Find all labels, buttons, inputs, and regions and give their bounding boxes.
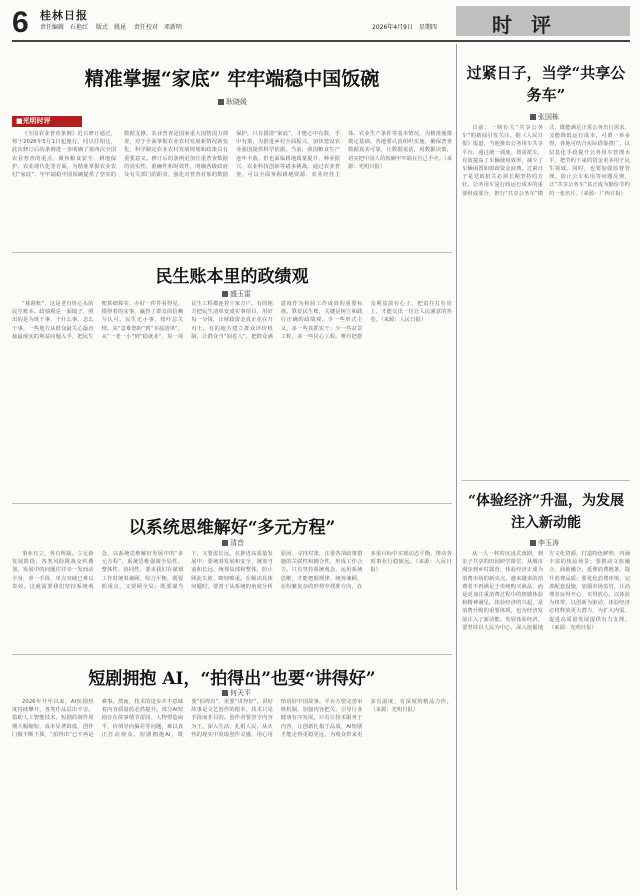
column-tag: ■光明时评	[12, 116, 82, 127]
article-divider	[12, 654, 452, 655]
article-5-body	[462, 124, 630, 476]
article-3-body	[12, 550, 452, 644]
article-2-text: “暮暮账”，这是老百姓心头的民生账本。政绩观是一面镜子，照出的是为谁干事、干什么事、怎么干事。一些地方从群众最关心最直接最现实的利益问题入手，把民生账算细算实，办好一件件看得见、摸得着的实事，赢得了群众的信赖与认可。民生无小事，枝叶总关情。从“急难愁盼”到“幸福清单”，从“一老一小”到“稳就业”，每一项民生工程都连着千家万户。有的地方把民生清单变成实事项目，用好每一分钱，让财政资金真正花在刀刃上。有的地方建立群众评价机制，让群众当“阅卷人”，把群众满意度作为检验工作成效的重要标准。算好民生账，关键是树立和践行正确的政绩观。少一些形式主义，多一些真抓实干；少一些盆景工程，多一些民心工程。唯有把群众利益放在心上，把责任扛在肩上，才能交出一份让人民满意的答卷。（来源：人民日报）	[12, 301, 452, 340]
article-4-text: 2026年开年以来，AI短剧热度持续攀升，各类作品层出不穷。借助人工智能技术，短剧的制作周期大幅缩短、成本显著降低，创作门槛不断下探，“拍得出”已不再是难事。然而，技术的进步并不意味着内容质量的必然提升。部分AI短剧存在故事情节雷同、人物塑造扁平、价值导向偏差等问题，难以真正打动观众。短剧拥抱AI，既要“拍得出”，更要“讲得好”。讲好故事是文艺创作的根本，技术只是手段而非目的。创作者要坚守内容为王，深入生活、扎根人民，从火热的现实中汲取创作灵感，用心用情讲好中国故事。平台方要完善审核机制，加强内容把关，引导行业健康有序发展。只有让技术服务于内容，让创新扎根于品质，AI短剧才能走得更稳更远，为观众带来更多有温度、有深度的精品力作。（来源：光明日报）	[12, 699, 452, 738]
article-divider	[12, 252, 452, 253]
article-divider	[462, 480, 630, 481]
staff-proofreader: 责任校对 邓新明	[133, 24, 182, 31]
staff-credits	[40, 22, 188, 31]
article-1-text: 《全国农业普查条例》近日修订通过，将于2026年5月1日起施行。同以往相比，此次修订后的条例进一步明确了第四次全国农业普查的重点，聚焦粮食安全、耕地保护、农业现代化等方面，为精准掌握农业农村“家底”、牢牢端稳中国饭碗提供了坚实的数据支撑。农业普查是国家重大国情国力调查，对于全面掌握农业农村发展新情况新变化、科学制定农业农村发展规划和政策具有重要意义。修订后的条例更加注重普查数据的真实性、准确性和时效性，明确各级政府及有关部门的职责，强化对普查对象的数据保护。只有摸清“家底”，才能心中有数、手中有策，为推进乡村全面振兴、加快建设农业强国提供科学依据。当前，我国粮食生产连年丰收，但也面临耕地质量提升、种业振兴、农业科技创新等诸多挑战。通过农业普查，可以全面掌握耕地资源、农业经营主体、农业生产条件等基本情况，为精准施策奠定基础。各地要认真组织实施，确保普查数据真实可靠，让数据说话，用数据决策，切实把中国人的饭碗牢牢端在自己手中。（来源：光明日报）	[12, 131, 452, 179]
article-3-text: 事业有立，各有所缺。立足新发展阶段，各类风险挑战交织叠加，发展中的问题往往牵一发而动全身，单一手段、单点突破已难以奏效。这就需要我们坚持系统观念，以系统思维解好发展中的“多元方程”。系统思维强调全局性、整体性、协同性，要求我们在谋划工作时统筹兼顾、综合平衡，既要抓重点，又要顾全局；既要谋当下，又要虑长远。在推进高质量发展中，要统筹发展和安全、统筹当前和长远、统筹局部和整体，防止顾此失彼、畸轻畸重。在解决具体问题时，要善于从系统的角度分析原因、寻找对策，注重各项政策措施的关联性和耦合性，形成工作合力。只有坚持系统观念，运用系统思维，才能把握规律、统筹兼顾，在纷繁复杂的形势中找准方向，在多重目标中实现动态平衡，推动各项事业行稳致远。（来源：人民日报）	[12, 551, 452, 590]
article-4-headline: 短剧拥抱 AI，“拍得出”也要“讲得好”	[88, 669, 376, 689]
article-divider	[12, 503, 452, 504]
page-number: 6	[12, 6, 29, 39]
article-6-text: 从一人一杯的沉浸式戏剧，到亲子共享的田园研学课堂，从城市漫步到乡村露营，体验经济正成为消费市场的新亮点。越来越多的消费者不再满足于单纯购买商品，而是更加注重消费过程中的情感体验和精神满足。体验经济的兴起，是消费升级的重要体现，也为经济发展注入了新动能。发展体验经济，要坚持以人民为中心，深入挖掘地方文化资源，打造特色鲜明、内涵丰富的体验场景；要推动文旅融合、商旅融合，延伸消费链条，提升消费品质；要优化消费环境，完善配套设施，加强市场监管，让消费者玩得开心、买得放心。以体验为纽带，以创新为驱动，体验经济必将释放更大潜力，为扩大内需、促进高质量发展提供有力支撑。（来源：光明日报）	[462, 551, 630, 631]
article-1-byline: 耿晓媛	[218, 97, 247, 107]
article-6-byline: 李玉涛	[530, 538, 559, 548]
article-3-headline: 以系统思维解好“多元方程”	[128, 518, 336, 538]
article-5-byline: 张国栋	[530, 112, 559, 122]
article-6-body	[462, 550, 630, 888]
article-6-headline: “体验经济”升温，为发展注入新动能	[467, 493, 625, 531]
issue-date: 2026年4月9日 星期四	[372, 24, 437, 31]
article-2-byline: 盛玉雷	[222, 289, 251, 299]
newspaper-logo: 桂林日报	[40, 9, 88, 22]
staff-editor: 责任编辑 石艳红	[40, 24, 89, 31]
article-1-body	[12, 130, 452, 248]
article-2-headline: 民生账本里的政绩观	[155, 267, 309, 287]
staff-layout: 版式 姚昆	[95, 24, 126, 31]
article-2-body	[12, 300, 452, 496]
section-title: 时 评	[492, 13, 557, 37]
article-5-text: 日前，一则有关“共享公务车”的新闻引发关注。据《人民日报》报道，当地推出公务用车共享平台，通过统一调度、按需派车，有效提高了车辆使用效率，减少了车辆闲置和财政资金浪费。过紧日子是党政机关必须长期坚持的方针。公务用车是行政运行成本的重要组成部分，推行“共享公务车”模式，既能满足正常公务出行需求，又能降低运行成本，可谓一举多得。各地可结合实际借鉴推广，以信息化手段提升公务用车管理水平，把节约下来的资金更多用于民生领域。同时，也要加强监督管理，防止公车私用等问题反弹，让“共享公务车”真正成为勤俭节约的一张名片。（来源：广西日报）	[462, 125, 630, 197]
article-5-headline: 过紧日子，当学“共享公务车”	[466, 64, 626, 104]
article-4-byline: 何天平	[222, 688, 251, 698]
article-3-byline: 清音	[222, 538, 244, 548]
article-4-body	[12, 698, 452, 888]
article-1-headline: 精准掌握“家底” 牢牢端稳中国饭碗	[84, 68, 380, 90]
column-divider	[456, 44, 457, 890]
header-divider	[12, 40, 630, 42]
